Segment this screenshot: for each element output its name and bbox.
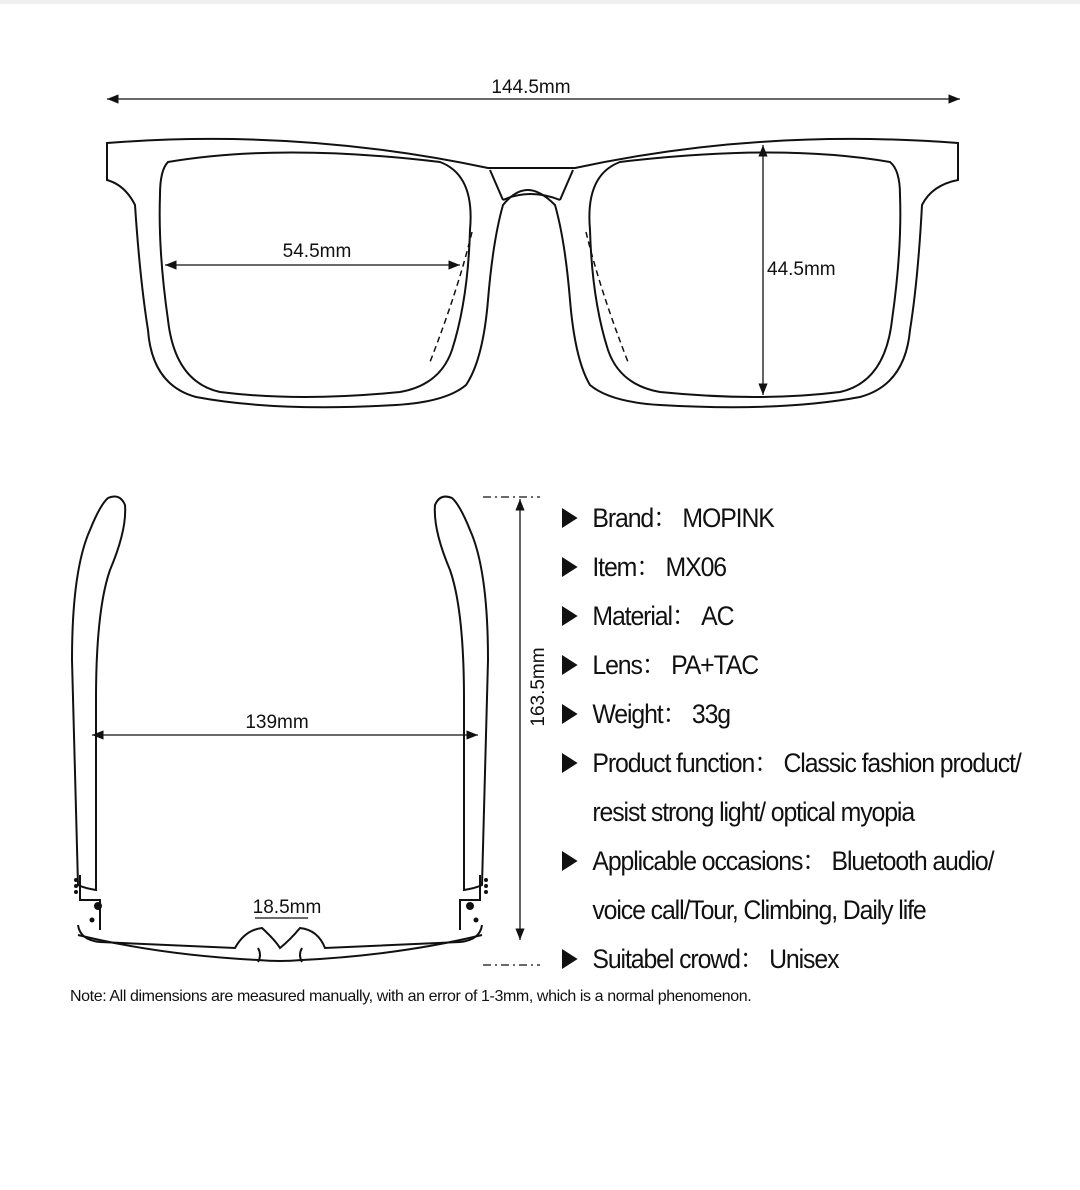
lens-width-label: 54.5mm	[282, 241, 352, 262]
bullet-triangle-icon	[562, 508, 578, 528]
front-rim	[78, 925, 482, 948]
bullet-triangle-icon	[562, 851, 578, 871]
bullet-triangle-icon	[562, 557, 578, 577]
spec-brand: Brand： MOPINK	[562, 494, 1022, 543]
bullet-triangle-icon	[562, 704, 578, 724]
right-temple	[435, 497, 488, 890]
spec-suitable-crowd: Suitabel crowd： Unisex	[562, 935, 1022, 984]
bullet-triangle-icon	[562, 949, 578, 969]
temple-span-label: 139mm	[245, 712, 309, 733]
spec-applicable-occasions: Applicable occasions： Bluetooth audio/	[562, 837, 1022, 886]
spec-weight: Weight： 33g	[562, 690, 1022, 739]
lens-height-label: 44.5mm	[767, 259, 836, 280]
spec-lens: Lens： PA+TAC	[562, 641, 1022, 690]
spec-item: Item： MX06	[562, 543, 1022, 592]
spec-list	[562, 494, 1022, 984]
spec-product-function-continued: resist strong light/ optical myopia	[592, 797, 915, 827]
left-temple	[72, 497, 125, 890]
bridge-width-label: 18.5mm	[252, 897, 322, 918]
bullet-triangle-icon	[562, 753, 578, 773]
measurement-note: Note: All dimensions are measured manually, with an error of 1-3mm, which is a normal phenomenon.	[70, 988, 752, 1005]
spec-product-function: Product function： Classic fashion product/	[562, 739, 1022, 788]
temple-length-label: 163.5mm	[528, 647, 549, 727]
bullet-triangle-icon	[562, 655, 578, 675]
bullet-triangle-icon	[562, 606, 578, 626]
spec-applicable-occasions-continued: voice call/Tour, Climbing, Daily life	[592, 895, 926, 925]
left-lens	[160, 153, 471, 398]
spec-material: Material： AC	[562, 592, 1022, 641]
right-lens	[589, 153, 900, 398]
frame-width-label: 144.5mm	[491, 77, 571, 98]
